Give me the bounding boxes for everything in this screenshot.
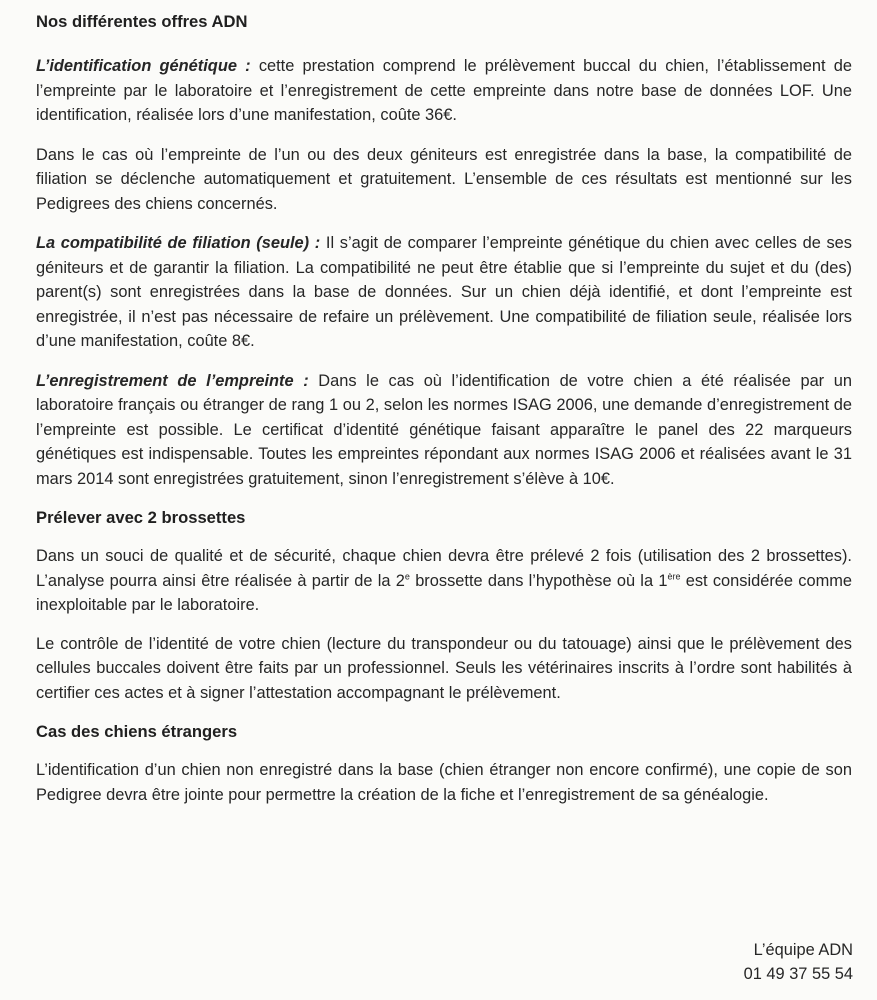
- page-title: Nos différentes offres ADN: [36, 12, 248, 31]
- signature-team: L’équipe ADN: [753, 941, 853, 959]
- text-brossettes-3: est considérée comme inexploitable par le laboratoire.: [36, 571, 852, 614]
- signature-phone: 01 49 37 55 54: [743, 965, 853, 983]
- paragraph-brossettes: [36, 544, 852, 618]
- paragraph-compatibility: [36, 231, 852, 354]
- paragraph-registration: [36, 369, 852, 492]
- heading-foreign-dogs: Cas des chiens étrangers: [36, 722, 238, 741]
- text-compatibility: Il s’agit de comparer l’empreinte génétique du chien avec celles de ses géniteurs et de garantir la filiation. La compatibilité ne peut être établie que si l’empreinte du sujet et du (des) parent(s) sont enregistrées dans la base de données. Sur un chien déjà identifié, et dont l’empreinte est enregistrée, il n’est pas nécessaire de refaire un prélèvement. Une compatibilité de filiation seule, réalisée lors d’une manifestation, coûte 8€.: [36, 234, 852, 350]
- paragraph-foreign-dogs: L’identification d’un chien non enregistré dans la base (chien étranger non encore confirmé), une copie de son Pedigree devra être jointe pour permettre la création de la fiche et l’enregistrement de sa généalogie.: [36, 761, 852, 804]
- text-brossettes-2: brossette dans l’hypothèse où la 1: [409, 571, 668, 590]
- heading-brossettes: Prélever avec 2 brossettes: [36, 508, 246, 527]
- term-compatibility: La compatibilité de filiation (seule) :: [36, 234, 321, 252]
- paragraph-identification: [36, 54, 852, 128]
- paragraph-auto-compatibility: Dans le cas où l’empreinte de l’un ou des deux géniteurs est enregistrée dans la base, la compatibilité de filiation se déclenche automatiquement et gratuitement. L’ensemble de ces résultats est mentionné sur les Pedigrees des chiens concernés.: [36, 145, 852, 213]
- text-brossettes-1: Dans un souci de qualité et de sécurité, chaque chien devra être prélevé 2 fois (utilisation des 2 brossettes). L’analyse pourra ainsi être réalisée à partir de la 2: [36, 547, 852, 590]
- superscript-first: ère: [667, 571, 681, 582]
- term-registration: L’enregistrement de l’empreinte :: [36, 371, 309, 390]
- text-registration: Dans le cas où l’identification de votre chien a été réalisée par un laboratoire français ou étranger de rang 1 ou 2, selon les normes ISAG 2006, une demande d’enregistrement de l’empreinte est possible. Le certificat d’identité génétique faisant apparaître le panel des 22 marqueurs génétiques est indispensable. Toutes les empreintes répondant aux normes ISAG 2006 et réalisées avant le 31 mars 2014 sont enregistrées gratuitement, sinon l’enregistrement s’élève à 10€.: [36, 371, 852, 488]
- text-identification: cette prestation comprend le prélèvement buccal du chien, l’établissement de l’empreinte par le laboratoire et l’enregistrement de cette empreinte dans notre base de données LOF. Une identification, réalisée lors d’une manifestation, coûte 36€.: [36, 57, 852, 124]
- term-identification: L’identification génétique :: [36, 57, 251, 75]
- paragraph-identity-control: Le contrôle de l’identité de votre chien (lecture du transpondeur ou du tatouage) ainsi que le prélèvement des cellules buccales doivent être faits par un professionnel. Seuls les vétérinaires inscrits à l’ordre sont habilités à certifier ces actes et à signer l’attestation accompagnant le prélèvement.: [36, 634, 852, 702]
- superscript-second: e: [404, 571, 410, 582]
- signature-block: [744, 938, 853, 986]
